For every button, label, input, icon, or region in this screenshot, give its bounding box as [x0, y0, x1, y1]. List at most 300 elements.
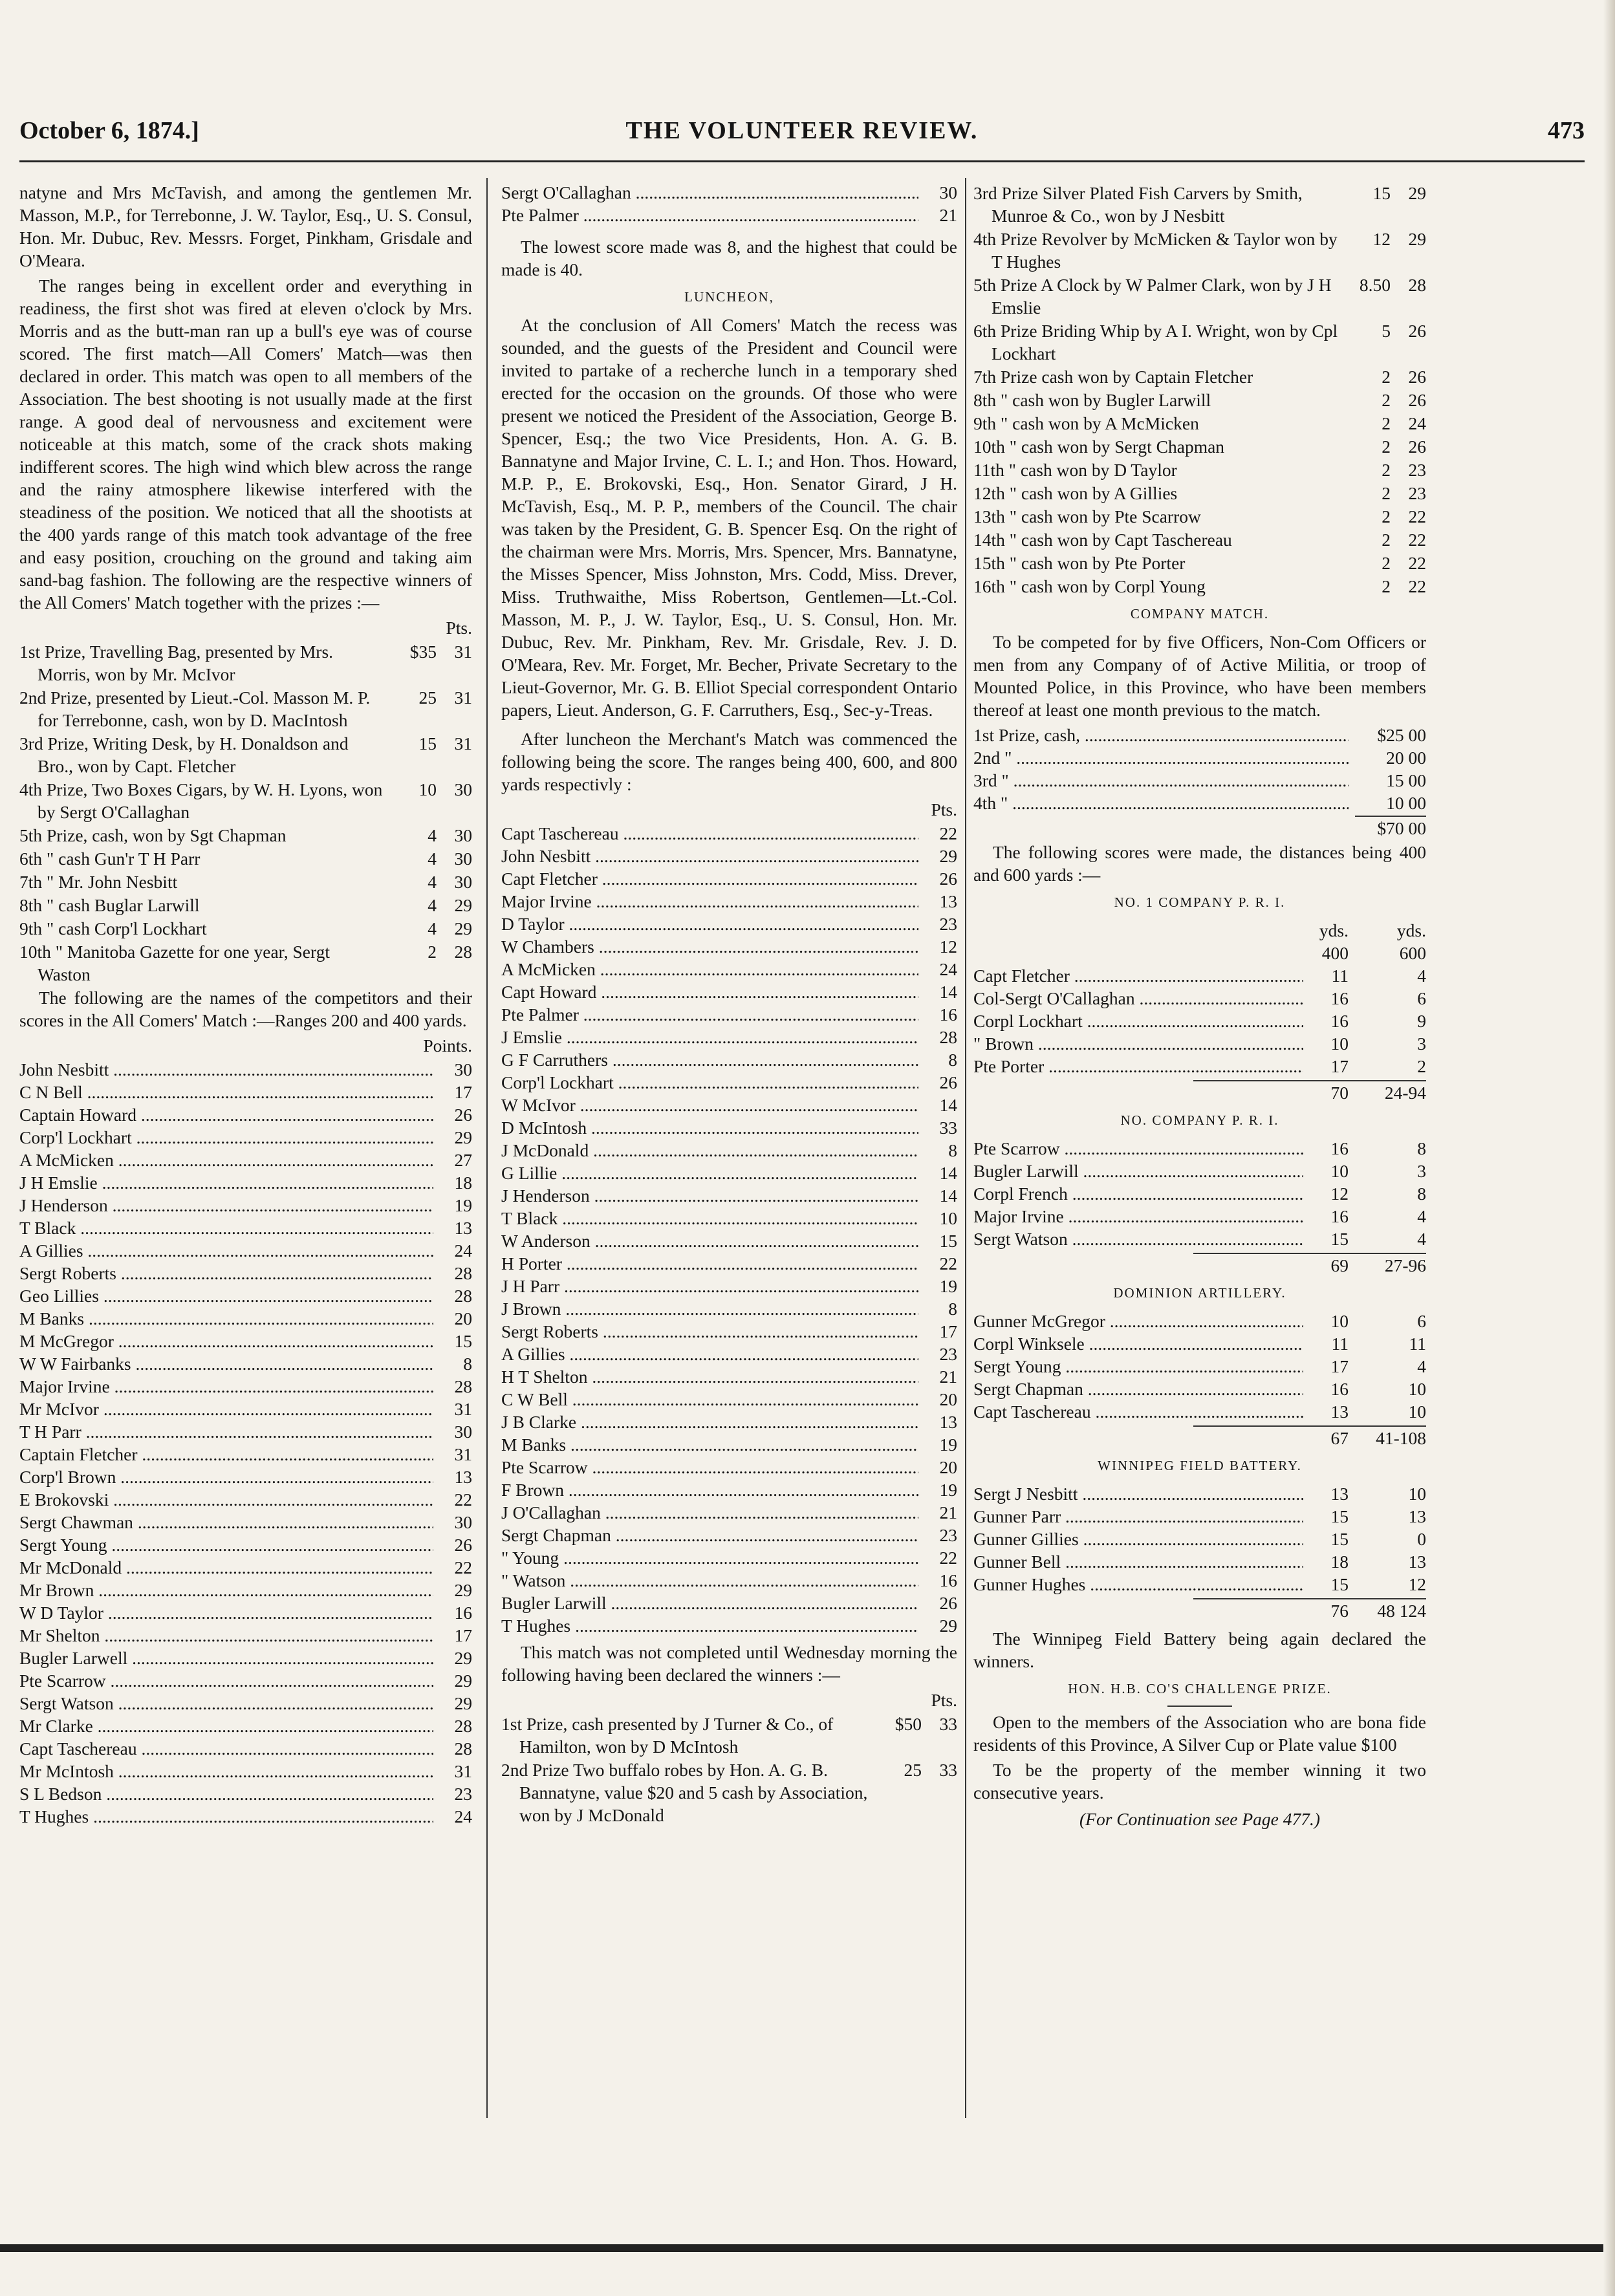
score-600: 4	[1417, 966, 1426, 986]
prize-amount: 2	[1382, 483, 1391, 503]
team-member-name: Sergt Chapman .....	[973, 1378, 1303, 1400]
company-prize-label: 4th " .....	[973, 792, 1349, 814]
company-prize-label: 2nd " .....	[973, 746, 1349, 769]
competitor-name: Sergt Roberts .....	[501, 1320, 918, 1343]
competitor-name: Sergt Chawman .....	[19, 1511, 433, 1533]
competitor-name: Pte Palmer .....	[501, 204, 918, 226]
score-600: 9	[1417, 1011, 1426, 1031]
competitor-score: 30	[454, 1512, 472, 1532]
prize-row	[19, 824, 472, 847]
challenge-text: Open to the members of the Association who are bona fide residents of this Province, A Silver Cup or Plate value	[973, 1712, 1426, 1755]
team-heading: WINNIPEG FIELD BATTERY.	[1098, 1458, 1302, 1473]
team-member-name: Sergt J Nesbitt .....	[973, 1482, 1303, 1505]
score-400: 10	[1330, 1034, 1349, 1054]
competitor-score: 29	[454, 1693, 472, 1713]
prize-description: 7th Prize cash won by Captain Fletcher	[973, 367, 1253, 387]
prize-description: 3rd Prize, Writing Desk, by H. Donaldson and Bro., won by Capt. Fletcher	[19, 733, 349, 776]
column-2	[501, 181, 957, 1827]
prize-description: 5th Prize, cash, won by Sgt Chapman	[19, 825, 287, 845]
company-prize-label: 1st Prize, cash, .....	[973, 724, 1349, 746]
pts-label: Pts.	[446, 618, 472, 638]
competitor-score: 14	[939, 982, 957, 1002]
company-prize-row	[973, 769, 1426, 792]
property-paragraph: To be the property of the member winning it two consecutive years.	[973, 1760, 1426, 1803]
competitor-name: Pte Palmer .....	[501, 1003, 918, 1026]
team-heading: NO. COMPANY P. R. I.	[1120, 1112, 1279, 1128]
competitor-score: 24	[454, 1806, 472, 1826]
competitor-score: 13	[939, 891, 957, 911]
score-400: 12	[1330, 1184, 1349, 1204]
prize-row	[19, 640, 472, 686]
team-member-name: Corpl French .....	[973, 1182, 1303, 1205]
score-400: 15	[1330, 1506, 1349, 1526]
prize-amount: $35	[409, 642, 437, 662]
all-comers-score-list-continued	[501, 181, 957, 226]
prize-score: 33	[939, 1760, 957, 1780]
score-row	[501, 1207, 957, 1229]
ranges-paragraph: The ranges being in excellent order and everything in readiness, the first shot was fired at eleven o'clock by Mrs. Morris and as the butt-man ran up a bull's eye was of course scored. The first match—All Comers' Match—was then declared in order. This match was open to all members of the Association. The best shooting is not usually made at the first range. A good deal of nervousness and excitement were noticeable at this match, some of the crack shots making indifferent scores. The high wind which blew across the range and the rainy atmosphere likewise interfered with the steadiness of the position. We noticed that all the shootists at the 400 yards range of this match took advantage of the free and easy position, crouching on the ground and taking aim sand-bag fashion. The following are the respective winners of the All Comers' Match together with the prizes :—	[19, 276, 472, 612]
pts-label: Pts.	[931, 799, 957, 819]
score-row	[501, 1433, 957, 1456]
competitor-score: 30	[454, 1059, 472, 1079]
competitor-name: Pte Scarrow .....	[501, 1456, 918, 1478]
competitor-name: S L Bedson .....	[19, 1782, 433, 1805]
score-row	[19, 1760, 472, 1782]
score-row	[19, 1556, 472, 1579]
prize-amount: 15	[418, 733, 437, 753]
score-600: 8	[1417, 1138, 1426, 1158]
score-row	[501, 845, 957, 867]
prize-description: 8th " cash won by Bugler Larwill	[973, 390, 1211, 410]
competitor-score: 17	[454, 1625, 472, 1645]
intro-paragraph: natyne and Mrs McTavish, and among the gentlemen Mr. Masson, M.P., for Terrebonne, J. W. Taylor, Esq., U. S. Consul, Hon. Mr. Dubuc, Rev. Messrs. Forget, Pinkham, Grisdale and O'Meara.	[19, 182, 472, 270]
team-member-name: Bugler Larwill .....	[973, 1160, 1303, 1182]
competitor-score: 24	[939, 959, 957, 979]
prize-amount: 2	[1382, 530, 1391, 550]
team-score-row	[973, 1332, 1426, 1355]
prize-amount: 4	[428, 825, 437, 845]
column-divider-2	[965, 178, 966, 2118]
prize-amount: 5	[1382, 321, 1391, 341]
competitor-name: M Banks .....	[19, 1307, 433, 1330]
score-600: 4	[1417, 1206, 1426, 1226]
team-member-name: " Brown .....	[973, 1032, 1303, 1055]
competitor-score: 22	[939, 823, 957, 843]
score-row	[19, 1171, 472, 1194]
team-member-name: Gunner McGregor .....	[973, 1310, 1303, 1332]
score-600: 0	[1417, 1529, 1426, 1549]
score-row	[501, 935, 957, 958]
company-prize-amount: 10 00	[1386, 793, 1426, 813]
prize-amount: 2	[1382, 367, 1391, 387]
bottom-rule	[0, 2244, 1615, 2252]
competitor-name: Bugler Larwell .....	[19, 1647, 433, 1669]
prize-amount: 2	[1382, 460, 1391, 480]
score-row	[19, 1081, 472, 1103]
team-total-400: 76	[1330, 1601, 1349, 1621]
prize-score: 29	[454, 895, 472, 915]
competitor-name: J B Clarke .....	[501, 1411, 918, 1433]
score-row	[501, 1139, 957, 1162]
score-row	[501, 980, 957, 1003]
prize-row	[973, 228, 1426, 273]
prize-description: 9th " cash won by A McMicken	[973, 413, 1199, 433]
score-row	[501, 1501, 957, 1524]
competitor-name: " Watson .....	[501, 1569, 918, 1592]
prize-score: 23	[1408, 483, 1426, 503]
score-row	[19, 1058, 472, 1081]
company-match-heading: COMPANY MATCH.	[1130, 606, 1270, 622]
score-row	[501, 1162, 957, 1184]
prize-row	[19, 778, 472, 823]
prize-description: 12th " cash won by A Gillies	[973, 483, 1178, 503]
competitor-score: 33	[939, 1118, 957, 1138]
score-600: 10	[1408, 1484, 1426, 1504]
merchant-match-prize-list	[501, 1713, 957, 1826]
score-row	[19, 1737, 472, 1760]
team-total	[1193, 1425, 1426, 1449]
prize-description: 16th " cash won by Corpl Young	[973, 576, 1206, 596]
competitor-score: 15	[939, 1231, 957, 1251]
score-row	[501, 1275, 957, 1297]
score-row	[19, 1352, 472, 1375]
score-row	[501, 1048, 957, 1071]
team-score-row	[973, 1355, 1426, 1378]
prize-row	[973, 365, 1426, 388]
score-row	[19, 1420, 472, 1443]
team-score-row	[973, 1010, 1426, 1032]
competitor-name: Major Irvine .....	[501, 890, 918, 913]
competitor-score: 8	[948, 1140, 957, 1160]
score-400: 17	[1330, 1056, 1349, 1076]
competitor-score: 16	[939, 1004, 957, 1024]
column-divider-1	[486, 178, 488, 2118]
prize-score: 30	[454, 779, 472, 799]
prize-description: 14th " cash won by Capt Taschereau	[973, 530, 1232, 550]
competitor-score: 31	[454, 1444, 472, 1464]
competitor-score: 19	[939, 1480, 957, 1500]
prize-amount: 2	[1382, 413, 1391, 433]
team-score-row	[973, 1573, 1426, 1596]
competitor-name: J McDonald .....	[501, 1139, 918, 1162]
team-score-row	[973, 1055, 1426, 1078]
competitor-score: 17	[939, 1321, 957, 1341]
score-600: 10	[1408, 1402, 1426, 1422]
competitor-name: C W Bell .....	[501, 1388, 918, 1411]
prize-score: 22	[1408, 553, 1426, 573]
competitor-score: 17	[454, 1082, 472, 1102]
prize-description: 1st Prize, Travelling Bag, presented by Mrs. Morris, won by Mr. McIvor	[19, 642, 334, 684]
competitor-score: 15	[454, 1331, 472, 1351]
competitor-name: Capt Howard .....	[501, 980, 918, 1003]
score-400: 11	[1331, 966, 1349, 986]
unit-400: yds.	[1319, 920, 1349, 940]
score-row	[501, 1365, 957, 1388]
competitor-score: 28	[454, 1286, 472, 1306]
company-prize-row	[973, 792, 1426, 814]
score-row	[19, 1601, 472, 1624]
company-team-scores	[973, 891, 1426, 1622]
competitor-name: J Emslie .....	[501, 1026, 918, 1048]
score-row	[19, 1782, 472, 1805]
competitor-score: 21	[939, 1502, 957, 1522]
prize-score: 22	[1408, 530, 1426, 550]
merchant-match-prize-list-continued	[973, 182, 1426, 598]
prize-row	[19, 847, 472, 870]
score-row	[501, 1411, 957, 1433]
spacer	[973, 919, 1303, 942]
team-total-combined: 27-96	[1384, 1255, 1426, 1275]
competitor-score: 13	[939, 1412, 957, 1432]
prize-amount: 25	[418, 688, 437, 708]
competitor-name: A Gillies .....	[19, 1239, 433, 1262]
competitor-name: Capt Fletcher .....	[501, 867, 918, 890]
competitor-score: 13	[454, 1467, 472, 1487]
prize-row	[973, 274, 1426, 319]
prize-amount: 4	[428, 895, 437, 915]
competitor-score: 16	[939, 1570, 957, 1590]
score-row	[501, 1297, 957, 1320]
prize-row	[501, 1713, 957, 1758]
competitor-name: A Gillies .....	[501, 1343, 918, 1365]
team-member-name: Capt Fletcher .....	[973, 964, 1303, 987]
team-member-name: Gunner Bell .....	[973, 1550, 1303, 1573]
prize-description: 2nd Prize, presented by Lieut.-Col. Masson M. P. for Terrebonne, cash, won by D. MacIntosh	[19, 688, 371, 730]
prize-description: 15th " cash won by Pte Porter	[973, 553, 1186, 573]
prize-row	[973, 459, 1426, 481]
score-600: 13	[1408, 1506, 1426, 1526]
competitor-name: " Young .....	[501, 1546, 918, 1569]
score-row	[19, 1375, 472, 1398]
competitor-score: 28	[454, 1263, 472, 1283]
competitor-name: John Nesbitt .....	[19, 1058, 433, 1081]
challenge-value: $100	[1361, 1735, 1397, 1755]
score-row	[19, 1624, 472, 1647]
competitor-score: 24	[454, 1240, 472, 1261]
score-row	[19, 1443, 472, 1466]
competitor-score: 20	[939, 1457, 957, 1477]
challenge-prize-heading: HON. H.B. CO'S CHALLENGE PRIZE.	[1068, 1681, 1332, 1696]
score-400: 15	[1330, 1229, 1349, 1249]
score-row	[501, 890, 957, 913]
competitor-score: 31	[454, 1399, 472, 1419]
team-member-name: Pte Scarrow .....	[973, 1137, 1303, 1160]
team-score-row	[973, 1400, 1426, 1423]
competitor-name: T Black .....	[501, 1207, 918, 1229]
team-heading: NO. 1 COMPANY P. R. I.	[1114, 894, 1286, 910]
score-row	[19, 1262, 472, 1284]
luncheon-paragraph: At the conclusion of All Comers' Match the recess was sounded, and the guests of the President and Council were invited to partake of a recherche lunch in a temporary shed erected for the occasion on the grounds. Of those who were present we noticed the President of the Association, George B. Spencer, Esq.; the two Vice Presidents, Hon. A. G. B. Bannatyne and Major Irvine, C. L. I.; and Hon. Thos. Howard, M.P. P., E. Brokovski, Esq., Hon. Senator Girard, J H. McTavish, Esq., M. P. P., members of the Council. The chair was taken by the President, G. B. Spencer Esq. On the right of the chairman were Mrs. Morris, Mrs. Spencer, Mrs. Bannatyne, the Misses Spencer, Miss Johnston, Mrs. Codd, Miss. Drever, Miss. Truthwaithe, Miss Robertson, Gentlemen—Lt.-Col. Masson, M. P., J. W. Taylor, Esq., U. S. Consul, Hon. Mr. Dubuc, Rev. Mr. Pinkham, Rev. Mr. Grisdale, Rev. J. D. O'Meara, Rev. Mr. Forget, Mr. Becher, Private Secretary to the Lieut-Governor, Mr. G. B. Elliot Special correspondent Ontario papers, Lieut. Anderson, G. F. Carruthers, Esq., Sec-y-Treas.	[501, 315, 957, 720]
team-member-name: Sergt Young .....	[973, 1355, 1303, 1378]
competitor-name: Sergt Watson .....	[19, 1692, 433, 1715]
score-400: 16	[1330, 1011, 1349, 1031]
company-prize-row	[973, 746, 1426, 769]
prize-score: 33	[939, 1714, 957, 1734]
company-prize-list	[973, 724, 1426, 814]
prize-description: 1st Prize, cash presented by J Turner & Co., of Hamilton, won by D McIntosh	[501, 1714, 834, 1757]
score-600: 6	[1417, 988, 1426, 1008]
competitor-score: 29	[939, 846, 957, 866]
team-total-400: 67	[1330, 1428, 1349, 1448]
competitor-name: W Anderson .....	[501, 1229, 918, 1252]
prize-score: 29	[1408, 183, 1426, 203]
prize-row	[973, 319, 1426, 365]
issue-date: October 6, 1874.]	[19, 117, 199, 144]
competitor-name: Major Irvine .....	[19, 1375, 433, 1398]
score-400: 18	[1330, 1552, 1349, 1572]
prize-amount: 15	[1372, 183, 1391, 203]
team-total-400: 69	[1330, 1255, 1349, 1275]
competitor-score: 28	[454, 1376, 472, 1396]
score-row	[501, 1320, 957, 1343]
competitor-score: 14	[939, 1186, 957, 1206]
score-row	[19, 1398, 472, 1420]
prize-row	[973, 412, 1426, 435]
team-total	[1193, 1598, 1426, 1622]
pts-label: Pts.	[931, 1690, 957, 1710]
competitor-score: 8	[463, 1354, 472, 1374]
competitor-name: D McIntosh .....	[501, 1116, 918, 1139]
score-row	[501, 1546, 957, 1569]
team-total	[1193, 1253, 1426, 1277]
competitor-name: Corp'l Brown .....	[19, 1466, 433, 1488]
score-row	[19, 1217, 472, 1239]
page-edge-shadow	[1603, 0, 1615, 2296]
prize-amount: 8.50	[1359, 275, 1391, 295]
competitor-name: Mr Clarke .....	[19, 1715, 433, 1737]
prize-description: 2nd Prize Two buffalo robes by Hon. A. G. B. Bannatyne, value $20 and 5 cash by Association, won by J McDonald	[501, 1760, 868, 1825]
score-row	[19, 1126, 472, 1149]
prize-row	[501, 1759, 957, 1826]
score-400: 10	[1330, 1161, 1349, 1181]
competitor-name: Mr Shelton .....	[19, 1624, 433, 1647]
team-score-row	[973, 1528, 1426, 1550]
column-1	[19, 181, 472, 1828]
prize-row	[19, 917, 472, 940]
prize-score: 31	[454, 733, 472, 753]
competitor-score: 23	[939, 1344, 957, 1364]
prize-amount: 2	[1382, 553, 1391, 573]
prize-amount: 2	[1382, 576, 1391, 596]
competitor-name: F Brown .....	[501, 1478, 918, 1501]
competitor-name: W McIvor .....	[501, 1094, 918, 1116]
score-row	[19, 1533, 472, 1556]
prize-row	[19, 732, 472, 777]
competitor-score: 22	[939, 1548, 957, 1568]
competitor-score: 8	[948, 1299, 957, 1319]
luncheon-heading: LUNCHEON,	[684, 289, 774, 305]
competitor-name: A McMicken .....	[501, 958, 918, 980]
column-3	[973, 181, 1426, 1834]
team-member-name: Pte Porter .....	[973, 1055, 1303, 1078]
prize-amount: 4	[428, 918, 437, 938]
prize-amount: 25	[904, 1760, 922, 1780]
competitor-score: 28	[454, 1738, 472, 1759]
competitor-score: 14	[939, 1095, 957, 1115]
competitor-name: Mr McDonald .....	[19, 1556, 433, 1579]
team-score-row	[973, 1182, 1426, 1205]
prize-row	[19, 686, 472, 731]
prize-description: 4th Prize, Two Boxes Cigars, by W. H. Lyons, won by Sergt O'Callaghan	[19, 779, 383, 822]
prize-score: 23	[1408, 460, 1426, 480]
competitor-name: Mr McIvor .....	[19, 1398, 433, 1420]
competitor-name: J Henderson .....	[501, 1184, 918, 1207]
prize-row	[973, 435, 1426, 458]
prize-row	[973, 528, 1426, 551]
competitor-score: 26	[454, 1105, 472, 1125]
score-row	[501, 913, 957, 935]
score-row	[501, 204, 957, 226]
team-score-row	[973, 1160, 1426, 1182]
competitor-name: W W Fairbanks .....	[19, 1352, 433, 1375]
score-row	[501, 1456, 957, 1478]
spacer	[973, 942, 1303, 964]
competitor-name: Mr Brown .....	[19, 1579, 433, 1601]
competitor-name: H Porter .....	[501, 1252, 918, 1275]
team-score-row	[973, 1205, 1426, 1228]
company-prize-row	[973, 724, 1426, 746]
publication-title: THE VOLUNTEER REVIEW.	[625, 117, 979, 144]
merchant-match-paragraph: After luncheon the Merchant's Match was commenced the following being the score. The ranges being 400, 600, and 800 yards respectivly :	[501, 729, 957, 794]
prize-description: 9th " cash Corp'l Lockhart	[19, 918, 207, 938]
competitor-name: G Lillie .....	[501, 1162, 918, 1184]
competitor-name: M Banks .....	[501, 1433, 918, 1456]
score-row	[19, 1511, 472, 1533]
prize-score: 28	[1408, 275, 1426, 295]
score-row	[501, 958, 957, 980]
competitor-name: J Brown .....	[501, 1297, 918, 1320]
page-number: 473	[1548, 117, 1585, 144]
score-600: 8	[1417, 1184, 1426, 1204]
prize-score: 30	[454, 849, 472, 869]
score-row	[501, 1003, 957, 1026]
competitor-score: 23	[939, 1525, 957, 1545]
prize-row	[19, 894, 472, 916]
distance-400: 400	[1321, 943, 1349, 963]
competitor-name: H T Shelton .....	[501, 1365, 918, 1388]
prize-score: 22	[1408, 576, 1426, 596]
competitor-name: D Taylor .....	[501, 913, 918, 935]
team-member-name: Corpl Winksele .....	[973, 1332, 1303, 1355]
competitor-name: Corp'l Lockhart .....	[501, 1071, 918, 1094]
competitor-score: 30	[454, 1422, 472, 1442]
not-completed-paragraph: This match was not completed until Wednesday morning the following having been declared the winners :—	[501, 1642, 957, 1685]
score-row	[501, 1614, 957, 1637]
competitor-score: 18	[454, 1173, 472, 1193]
competitor-score: 30	[939, 182, 957, 202]
prize-row	[973, 552, 1426, 574]
competitor-name: M McGregor .....	[19, 1330, 433, 1352]
prize-score: 29	[1408, 229, 1426, 249]
score-600: 3	[1417, 1161, 1426, 1181]
competitor-name: Corp'l Lockhart .....	[19, 1126, 433, 1149]
team-member-name: Capt Taschereau .....	[973, 1400, 1303, 1423]
score-row	[19, 1307, 472, 1330]
competitor-score: 29	[454, 1671, 472, 1691]
score-row	[19, 1239, 472, 1262]
score-row	[501, 1252, 957, 1275]
prize-amount: 4	[428, 849, 437, 869]
all-comers-prize-list	[19, 640, 472, 986]
score-600: 13	[1408, 1552, 1426, 1572]
competitor-name: J Henderson .....	[19, 1194, 433, 1217]
team-member-name: Major Irvine .....	[973, 1205, 1303, 1228]
score-row	[19, 1579, 472, 1601]
competitor-score: 28	[454, 1716, 472, 1736]
prize-score: 22	[1408, 506, 1426, 526]
competitor-name: Captain Howard .....	[19, 1103, 433, 1126]
score-600: 10	[1408, 1379, 1426, 1399]
